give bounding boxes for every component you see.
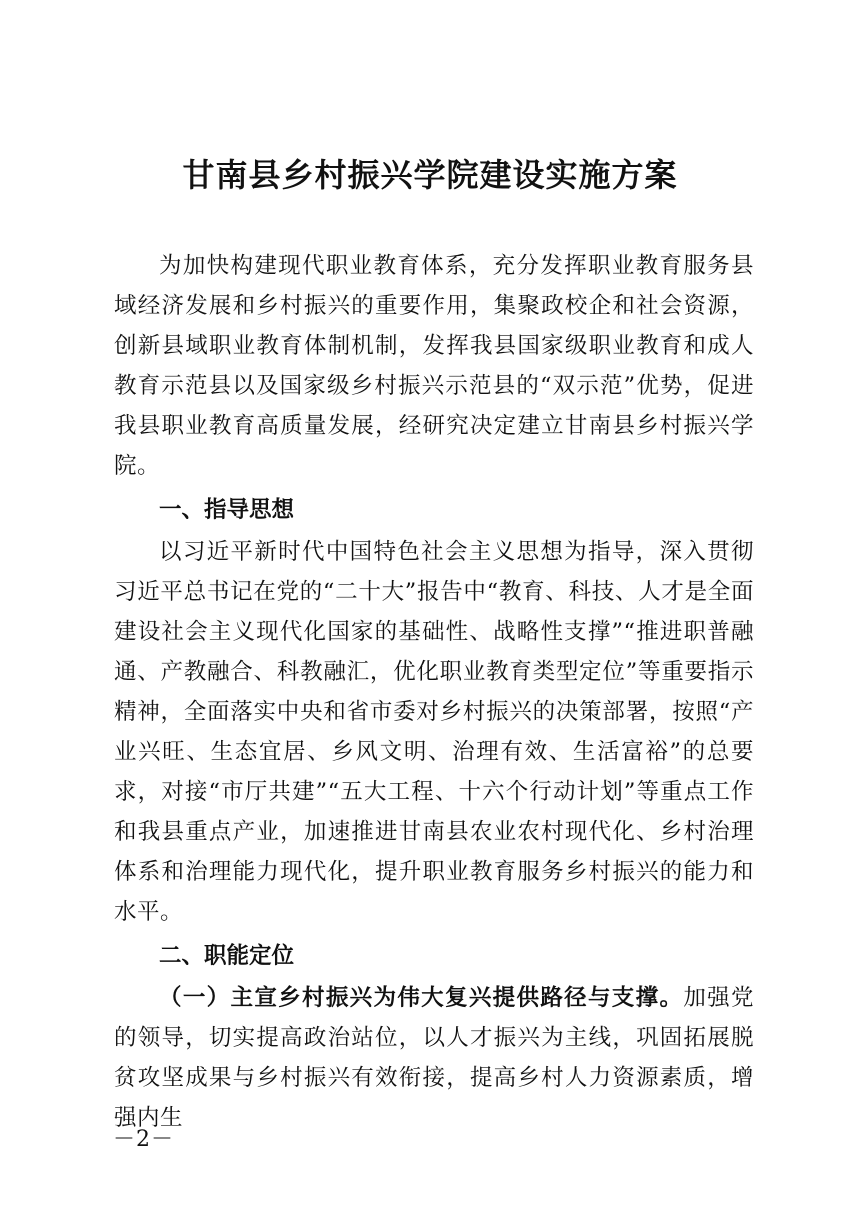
guiding-ideology-paragraph: 以习近平新时代中国特色社会主义思想为指导，深入贯彻习近平总书记在党的“二十大”报告中“教育、科技、人才是全面建设社会主义现代化国家的基础性、战略性支撑”“推进职普融通、产教融合、科教融汇，优化职业教育类型定位”等重要指示精神，全面落实中央和省市委对乡村振兴的决策部署，按照“产业兴旺、生态宜居、乡风文明、治理有效、生活富裕”的总要求，对接“市厅共建”“五大工程、十六个行动计划”等重点工作和我县重点产业，加速推进甘南县农业农村现代化、乡村治理体系和治理能力现代化，提升职业教育服务乡村振兴的能力和水平。 [114, 539, 754, 925]
function-item-1-text: 加强党的领导，切实提高政治站位，以人才振兴为主线，巩固拓展脱贫攻坚成果与乡村振兴有效衔接，提高乡村人力资源素质，增强内生 [114, 985, 754, 1131]
section-heading-guiding-ideology: 一、指导思想 [159, 497, 295, 523]
document-body [114, 246, 754, 1138]
function-item-1-paragraph [114, 978, 754, 1138]
section-heading-function-positioning: 二、职能定位 [159, 943, 295, 969]
intro-paragraph: 为加快构建现代职业教育体系，充分发挥职业教育服务县域经济发展和乡村振兴的重要作用，集聚政校企和社会资源，创新县域职业教育体制机制，发挥我县国家级职业教育和成人教育示范县以及国家级乡村振兴示范县的“双示范”优势，促进我县职业教育高质量发展，经研究决定建立甘南县乡村振兴学院。 [114, 253, 754, 479]
page-number: －2－ [113, 1127, 174, 1152]
document-title: 甘南县乡村振兴学院建设实施方案 [182, 156, 678, 194]
function-item-1-lead: （一）主宣乡村振兴为伟大复兴提供路径与支撑。 [159, 985, 684, 1011]
